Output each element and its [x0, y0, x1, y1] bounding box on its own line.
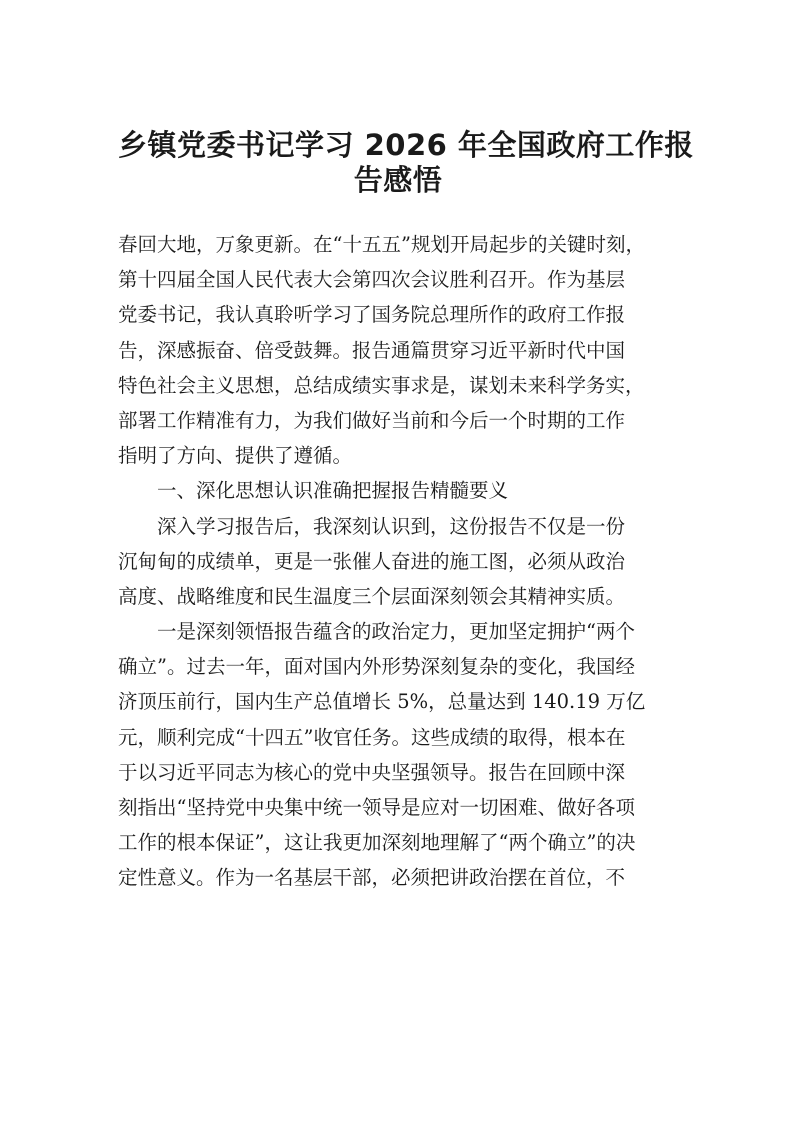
body-line: 深入学习报告后，我深刻认识到，这份报告不仅是一份 [118, 514, 626, 538]
body-line: 高度、战略维度和民生温度三个层面深刻领会其精神实质。 [118, 584, 626, 608]
body-line: 一是深刻领悟报告蕴含的政治定力，更加坚定拥护“两个 [118, 620, 635, 644]
body-line: 指明了方向、提供了遵循。 [118, 444, 353, 468]
body-line: 第十四届全国人民代表大会第四次会议胜利召开。作为基层 [118, 268, 626, 292]
body-line: 部署工作精准有力，为我们做好当前和今后一个时期的工作 [118, 408, 626, 432]
section-heading: 一、深化思想认识准确把握报告精髓要义 [118, 479, 509, 503]
body-line: 告，深感振奋、倍受鼓舞。报告通篇贯穿习近平新时代中国 [118, 338, 626, 362]
body-line: 于以习近平同志为核心的党中央坚强领导。报告在回顾中深 [118, 760, 626, 784]
document-body [118, 227, 678, 896]
body-line: 济顶压前行，国内生产总值增长 5%，总量达到 140.19 万亿 [118, 690, 646, 714]
body-line: 春回大地，万象更新。在“十五五”规划开局起步的关键时刻， [118, 233, 645, 256]
document-title [118, 122, 694, 198]
body-line: 工作的根本保证”，这让我更加深刻地理解了“两个确立”的决 [118, 831, 636, 855]
body-line: 确立”。过去一年，面对国内外形势深刻复杂的变化，我国经 [118, 655, 635, 679]
title-line: 乡镇党委书记学习 2026 年全国政府工作报 [118, 128, 694, 162]
body-line: 定性意义。作为一名基层干部，必须把讲政治摆在首位，不 [118, 866, 626, 890]
body-line: 沉甸甸的成绩单，更是一张催人奋进的施工图，必须从政治 [118, 549, 626, 573]
body-line: 元，顺利完成“十四五”收官任务。这些成绩的取得，根本在 [118, 725, 626, 749]
title-line: 告感悟 [353, 163, 443, 198]
body-line: 特色社会主义思想，总结成绩实事求是，谋划未来科学务实， [118, 373, 645, 397]
body-line: 党委书记，我认真聆听学习了国务院总理所作的政府工作报 [118, 303, 626, 327]
body-line: 刻指出“坚持党中央集中统一领导是应对一切困难、做好各项 [118, 796, 635, 819]
